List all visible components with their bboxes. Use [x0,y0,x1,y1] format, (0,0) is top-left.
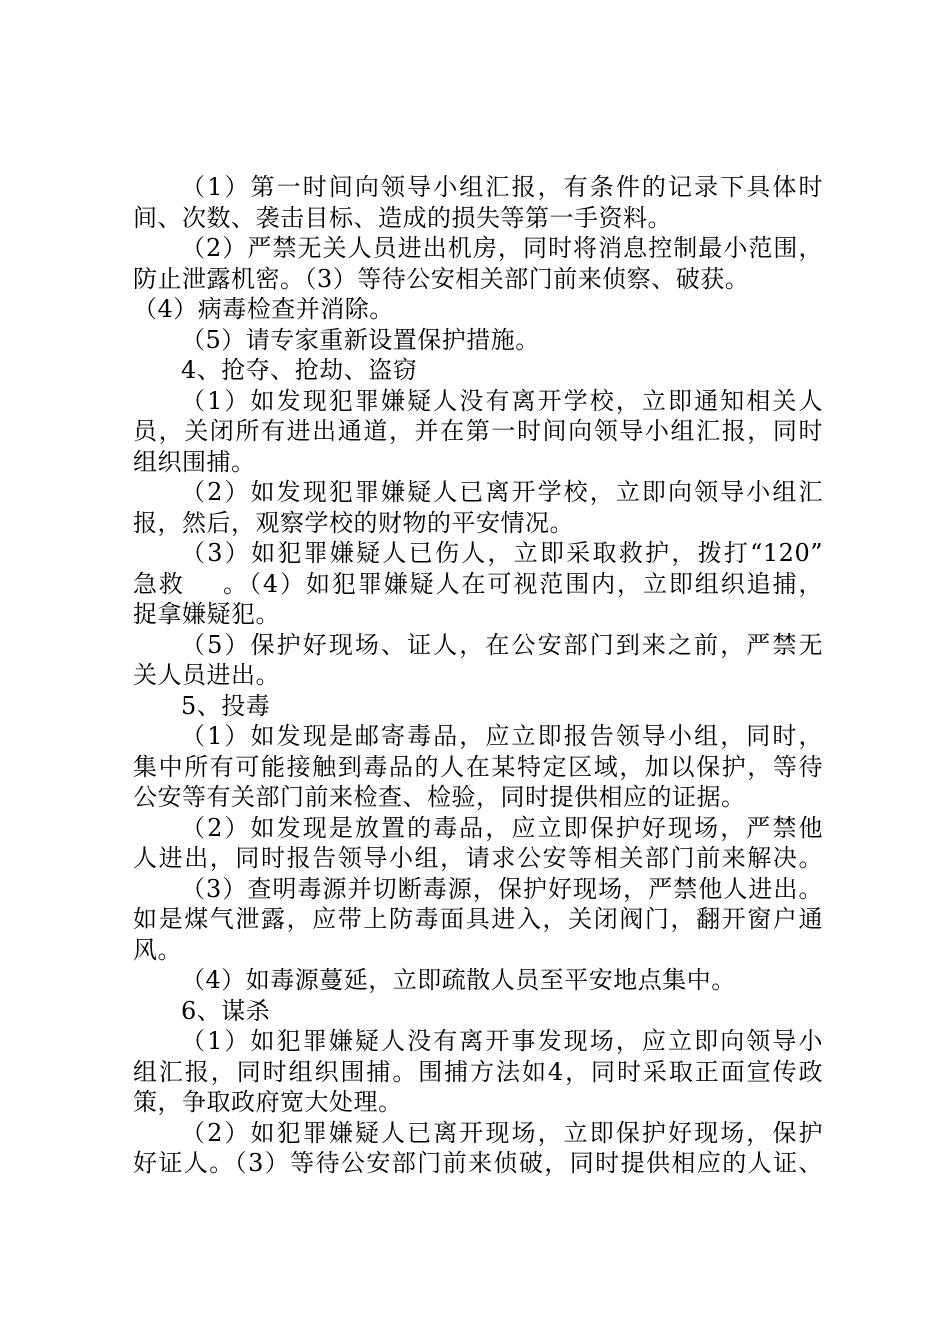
text-line: 策，争取政府宽大处理。 [133,1088,403,1116]
text-line: 组汇报，同时组织围捕。围捕方法如4，同时采取正面宣传政 [133,1057,823,1086]
text-line: （4）病毒检查并消除。 [133,295,394,323]
text-line: 公安等有关部门前来检查、检验，同时提供相应的证据。 [133,783,746,811]
text-line: 防止泄露机密。（3）等待公安相关部门前来侦察、破获。 [133,264,750,293]
text-line: 风。 [133,935,182,964]
text-line: （2）如发现是放置的毒品，应立即保护好现场，严禁他 [181,813,823,842]
text-line: （5）保护好现场、证人，在公安部门到来之前，严禁无 [181,630,823,659]
text-line: 捉拿嫌疑犯。 [133,600,280,628]
text-line: 好证人。（3）等待公安部门前来侦破，同时提供相应的人证、 [133,1149,823,1177]
text-line: 如是煤气泄露，应带上防毒面具进入，关闭阀门，翻开窗户通 [133,905,823,933]
text-line: （2）严禁无关人员进出机房，同时将消息控制最小范围， [181,234,823,262]
text-line: 5、投毒 [181,691,271,720]
text-line: 集中所有可能接触到毒品的人在某特定区域，加以保护，等待 [133,752,823,781]
document-body [133,172,823,1179]
text-line: （4）如毒源蔓延，立即疏散人员至平安地点集中。 [181,966,736,994]
text-line: （3）查明毒源并切断毒源，保护好现场，严禁他人进出。 [181,874,823,903]
text-line: （1）如发现是邮寄毒品，应立即报告领导小组，同时， [181,722,823,750]
text-line: （2）如发现犯罪嫌疑人已离开学校，立即向领导小组汇 [181,478,823,506]
text-line: 4、抢夺、抢劫、盗窃 [181,356,418,384]
text-line: 关人员进出。 [133,661,280,689]
text-line: 报，然后，观察学校的财物的平安情况。 [133,508,574,537]
text-line: 人进出，同时报告领导小组，请求公安等相关部门前来解决。 [133,844,823,872]
text-line: （3）如犯罪嫌疑人已伤人，立即采取救护，拨打“120” [181,539,823,567]
text-line: 6、谋杀 [181,996,271,1025]
text-line: （2）如犯罪嫌疑人已离开现场，立即保护好现场，保护 [181,1118,823,1147]
text-line: （5）请专家重新设置保护措施。 [181,325,540,354]
text-line: 组织围捕。 [133,447,256,476]
text-line: 间、次数、袭击目标、造成的损失等第一手资料。 [133,203,672,232]
text-line: （1）如发现犯罪嫌疑人没有离开学校，立即通知相关人 [181,386,823,415]
text-line: 急救 。（4）如犯罪嫌疑人在可视范围内，立即组织追捕， [133,569,823,598]
text-line: 员，关闭所有进出通道，并在第一时间向领导小组汇报，同时 [133,417,823,445]
text-line: （1）如犯罪嫌疑人没有离开事发现场，应立即向领导小 [181,1027,823,1055]
text-line: （1）第一时间向领导小组汇报，有条件的记录下具体时 [181,173,823,201]
